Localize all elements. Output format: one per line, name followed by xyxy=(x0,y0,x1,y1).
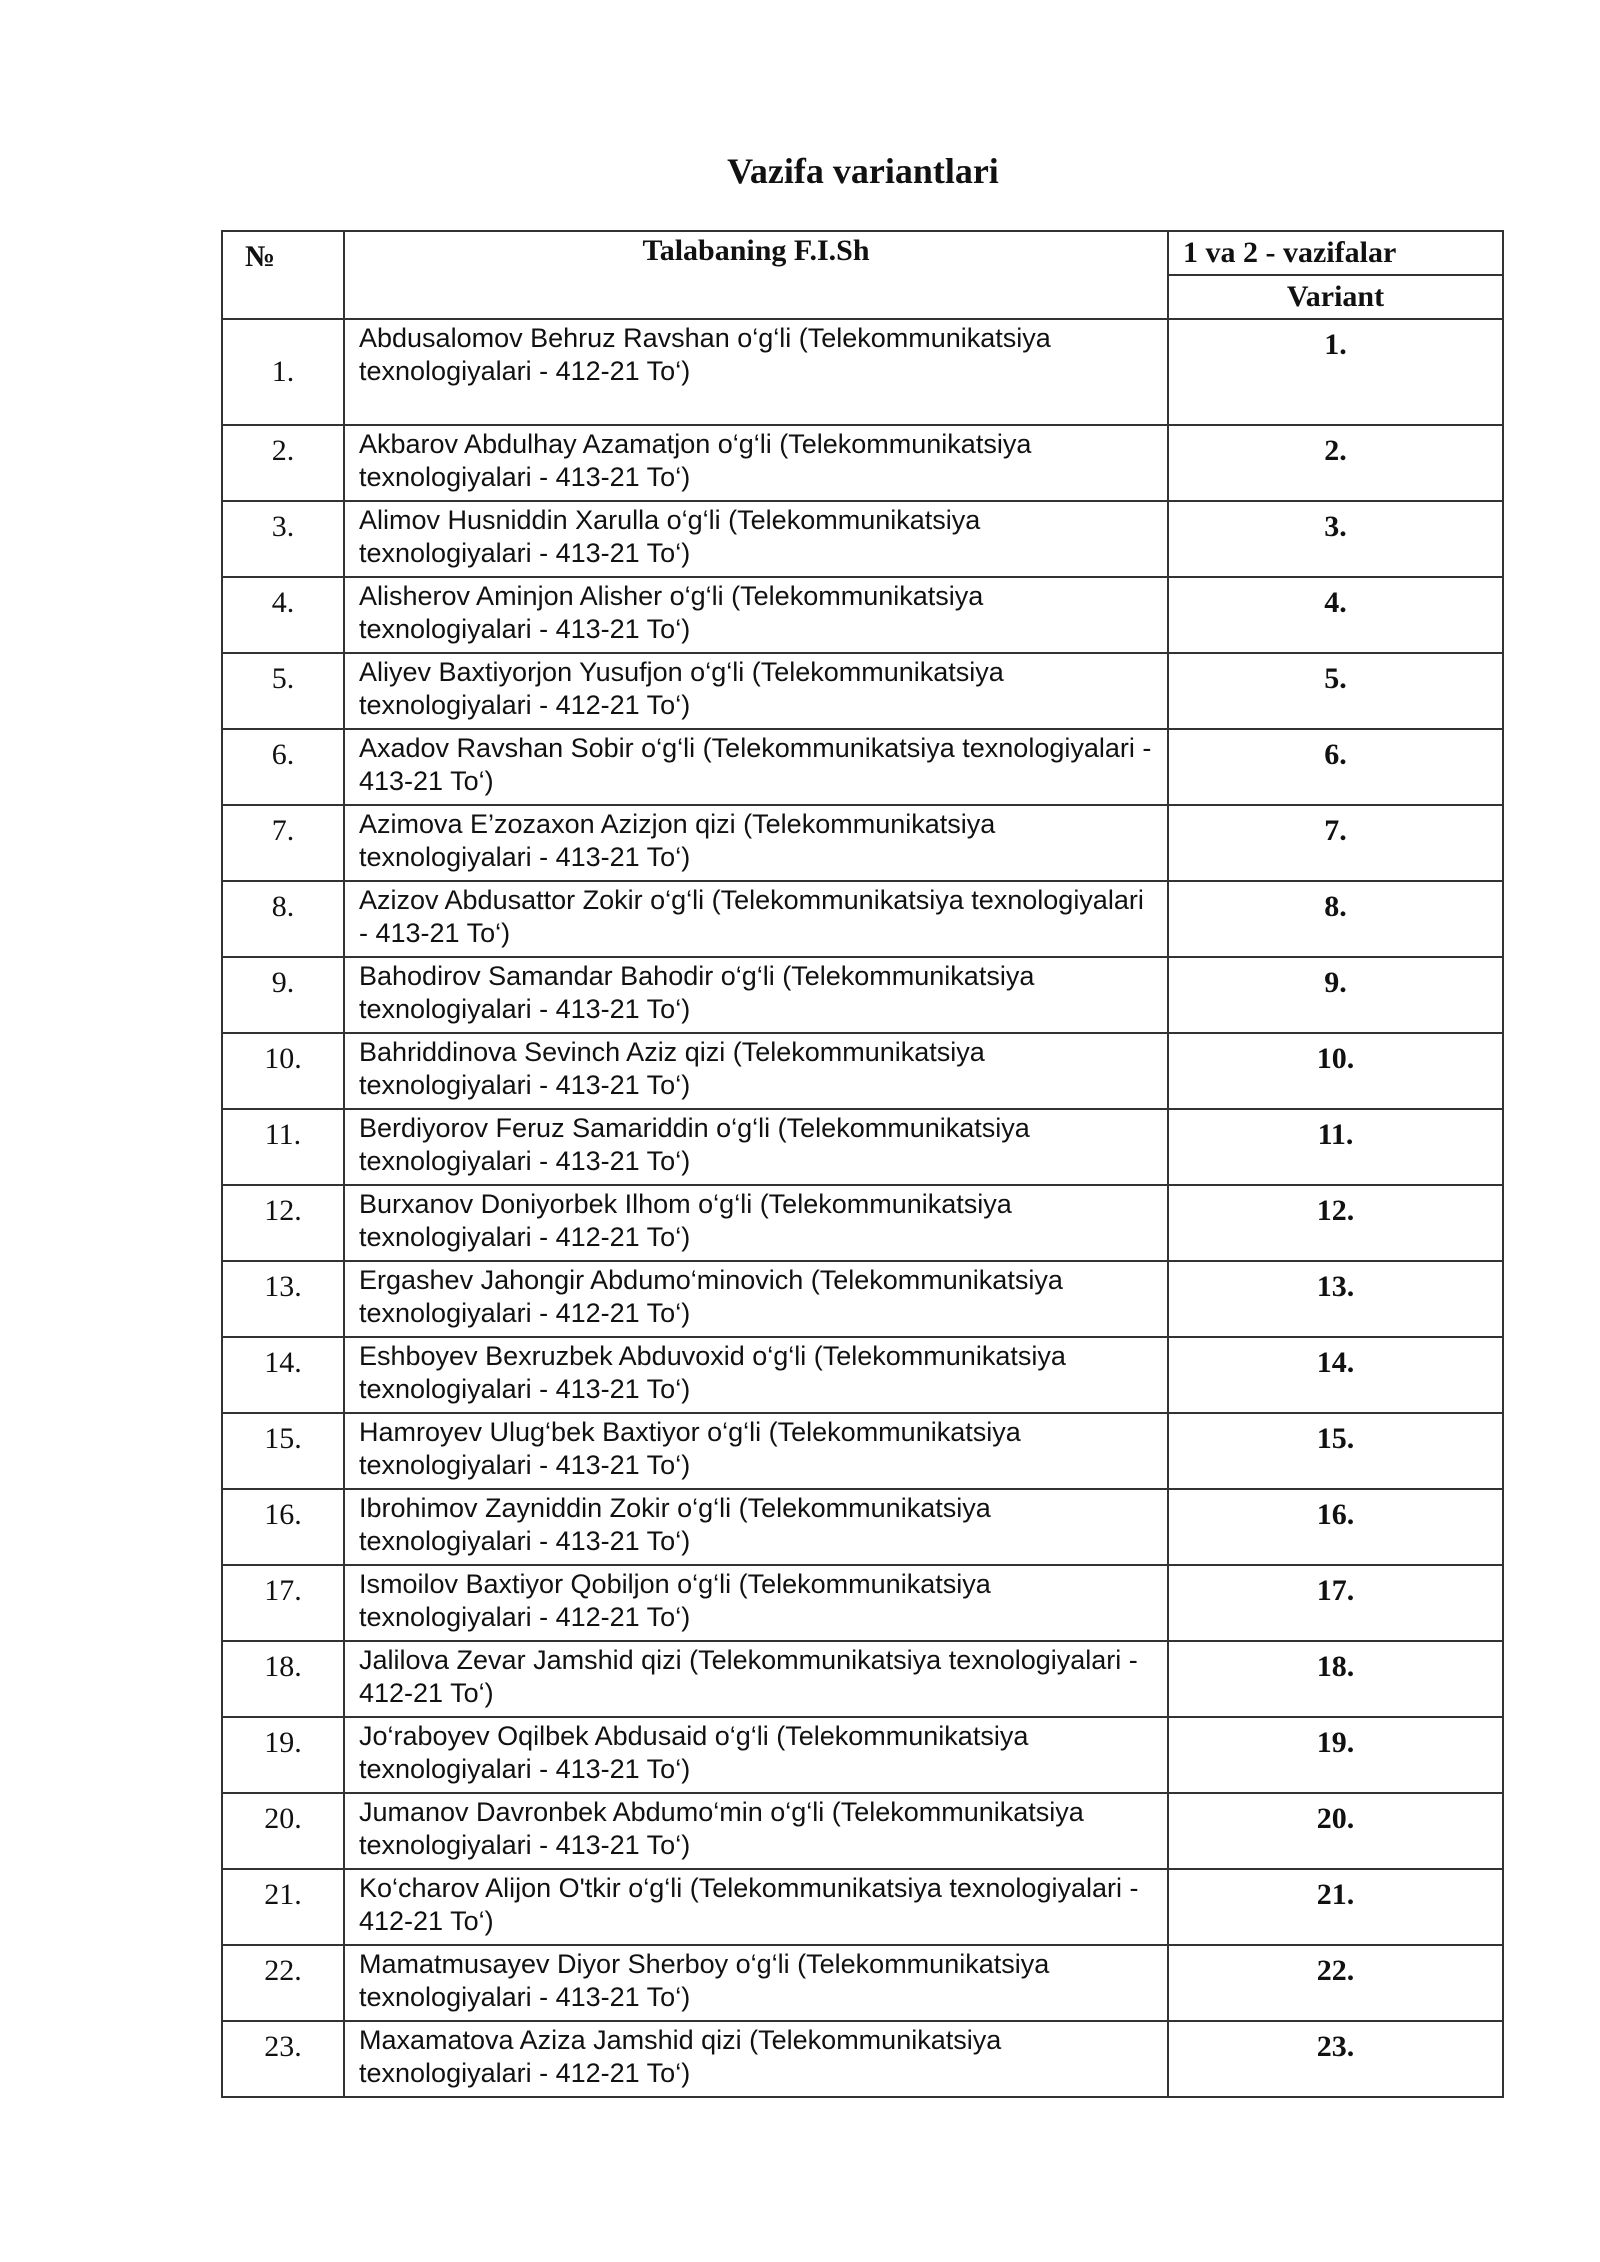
variant-number: 5. xyxy=(1168,653,1503,729)
variant-number: 14. xyxy=(1168,1337,1503,1413)
variants-table xyxy=(221,230,1504,2098)
student-name: Mamatmusayev Diyor Sherboy o‘g‘li (Telekommunikatsiya texnologiyalari - 413-21 To‘) xyxy=(344,1945,1168,2021)
row-number: 4. xyxy=(222,577,344,653)
variant-number: 8. xyxy=(1168,881,1503,957)
student-name: Ibrohimov Zayniddin Zokir o‘g‘li (Telekommunikatsiya texnologiyalari - 413-21 To‘) xyxy=(344,1489,1168,1565)
variant-number: 18. xyxy=(1168,1641,1503,1717)
row-number: 8. xyxy=(222,881,344,957)
table-row xyxy=(222,805,1503,881)
table-row xyxy=(222,577,1503,653)
row-number: 9. xyxy=(222,957,344,1033)
variant-number: 9. xyxy=(1168,957,1503,1033)
row-number: 21. xyxy=(222,1869,344,1945)
variant-number: 19. xyxy=(1168,1717,1503,1793)
student-name: Aliyev Baxtiyorjon Yusufjon o‘g‘li (Telekommunikatsiya texnologiyalari - 412-21 To‘) xyxy=(344,653,1168,729)
student-name: Jo‘raboyev Oqilbek Abdusaid o‘g‘li (Telekommunikatsiya texnologiyalari - 413-21 To‘) xyxy=(344,1717,1168,1793)
table-row xyxy=(222,729,1503,805)
row-number: 13. xyxy=(222,1261,344,1337)
table-row xyxy=(222,1641,1503,1717)
student-name: Alimov Husniddin Xarulla o‘g‘li (Telekommunikatsiya texnologiyalari - 413-21 To‘) xyxy=(344,501,1168,577)
student-name: Ergashev Jahongir Abdumo‘minovich (Telekommunikatsiya texnologiyalari - 412-21 To‘) xyxy=(344,1261,1168,1337)
table-row xyxy=(222,957,1503,1033)
student-name: Akbarov Abdulhay Azamatjon o‘g‘li (Telekommunikatsiya texnologiyalari - 413-21 To‘) xyxy=(344,425,1168,501)
variant-number: 15. xyxy=(1168,1413,1503,1489)
row-number: 17. xyxy=(222,1565,344,1641)
row-number: 6. xyxy=(222,729,344,805)
row-number: 23. xyxy=(222,2021,344,2097)
table-row xyxy=(222,2021,1503,2097)
table-row xyxy=(222,1565,1503,1641)
variant-number: 10. xyxy=(1168,1033,1503,1109)
variant-number: 21. xyxy=(1168,1869,1503,1945)
row-number: 22. xyxy=(222,1945,344,2021)
variant-number: 11. xyxy=(1168,1109,1503,1185)
row-number: 2. xyxy=(222,425,344,501)
table-row xyxy=(222,1489,1503,1565)
row-number: 5. xyxy=(222,653,344,729)
table-row xyxy=(222,1109,1503,1185)
student-name: Alisherov Aminjon Alisher o‘g‘li (Telekommunikatsiya texnologiyalari - 413-21 To‘) xyxy=(344,577,1168,653)
variant-number: 17. xyxy=(1168,1565,1503,1641)
student-name: Axadov Ravshan Sobir o‘g‘li (Telekommunikatsiya texnologiyalari - 413-21 To‘) xyxy=(344,729,1168,805)
table-row xyxy=(222,319,1503,425)
student-name: Bahodirov Samandar Bahodir o‘g‘li (Telekommunikatsiya texnologiyalari - 413-21 To‘) xyxy=(344,957,1168,1033)
variant-number: 2. xyxy=(1168,425,1503,501)
row-number: 15. xyxy=(222,1413,344,1489)
table-row xyxy=(222,1793,1503,1869)
variant-number: 3. xyxy=(1168,501,1503,577)
table-row xyxy=(222,1717,1503,1793)
variant-number: 1. xyxy=(1168,319,1503,425)
row-number: 11. xyxy=(222,1109,344,1185)
row-number: 20. xyxy=(222,1793,344,1869)
row-number: 19. xyxy=(222,1717,344,1793)
variant-number: 22. xyxy=(1168,1945,1503,2021)
table-row xyxy=(222,1185,1503,1261)
row-number: 12. xyxy=(222,1185,344,1261)
row-number: 16. xyxy=(222,1489,344,1565)
variant-number: 6. xyxy=(1168,729,1503,805)
student-name: Eshboyev Bexruzbek Abduvoxid o‘g‘li (Telekommunikatsiya texnologiyalari - 413-21 To‘) xyxy=(344,1337,1168,1413)
page-title: Vazifa variantlari xyxy=(727,151,999,191)
variant-number: 7. xyxy=(1168,805,1503,881)
table-row xyxy=(222,1945,1503,2021)
student-name: Hamroyev Ulug‘bek Baxtiyor o‘g‘li (Telekommunikatsiya texnologiyalari - 413-21 To‘) xyxy=(344,1413,1168,1489)
row-number: 1. xyxy=(222,319,344,425)
student-name: Maxamatova Aziza Jamshid qizi (Telekommunikatsiya texnologiyalari - 412-21 To‘) xyxy=(344,2021,1168,2097)
row-number: 18. xyxy=(222,1641,344,1717)
number-column-header: № xyxy=(222,231,344,319)
table-row xyxy=(222,1337,1503,1413)
student-name: Azimova E’zozaxon Azizjon qizi (Telekommunikatsiya texnologiyalari - 413-21 To‘) xyxy=(344,805,1168,881)
table-row xyxy=(222,653,1503,729)
student-name: Ko‘charov Alijon O'tkir o‘g‘li (Telekommunikatsiya texnologiyalari - 412-21 To‘) xyxy=(344,1869,1168,1945)
table-row xyxy=(222,881,1503,957)
variant-number: 12. xyxy=(1168,1185,1503,1261)
student-name: Burxanov Doniyorbek Ilhom o‘g‘li (Telekommunikatsiya texnologiyalari - 412-21 To‘) xyxy=(344,1185,1168,1261)
tasks-column-header: 1 va 2 - vazifalar xyxy=(1168,231,1503,275)
row-number: 10. xyxy=(222,1033,344,1109)
table-row xyxy=(222,1869,1503,1945)
variant-column-header: Variant xyxy=(1168,275,1503,319)
table-row xyxy=(222,1261,1503,1337)
table-row xyxy=(222,501,1503,577)
table-header-row xyxy=(222,231,1503,275)
table-row xyxy=(222,1033,1503,1109)
variants-table-body xyxy=(222,231,1503,2097)
student-name: Abdusalomov Behruz Ravshan o‘g‘li (Telekommunikatsiya texnologiyalari - 412-21 To‘) xyxy=(344,319,1168,425)
variant-number: 20. xyxy=(1168,1793,1503,1869)
variants-table-container xyxy=(221,230,1502,2098)
variant-number: 16. xyxy=(1168,1489,1503,1565)
student-name: Jalilova Zevar Jamshid qizi (Telekommunikatsiya texnologiyalari - 412-21 To‘) xyxy=(344,1641,1168,1717)
variant-number: 23. xyxy=(1168,2021,1503,2097)
variant-number: 4. xyxy=(1168,577,1503,653)
table-row xyxy=(222,425,1503,501)
row-number: 14. xyxy=(222,1337,344,1413)
student-name: Jumanov Davronbek Abdumo‘min o‘g‘li (Telekommunikatsiya texnologiyalari - 413-21 To‘) xyxy=(344,1793,1168,1869)
row-number: 3. xyxy=(222,501,344,577)
student-name: Ismoilov Baxtiyor Qobiljon o‘g‘li (Telekommunikatsiya texnologiyalari - 412-21 To‘) xyxy=(344,1565,1168,1641)
student-name: Berdiyorov Feruz Samariddin o‘g‘li (Telekommunikatsiya texnologiyalari - 413-21 To‘) xyxy=(344,1109,1168,1185)
table-row xyxy=(222,1413,1503,1489)
row-number: 7. xyxy=(222,805,344,881)
student-name: Bahriddinova Sevinch Aziz qizi (Telekommunikatsiya texnologiyalari - 413-21 To‘) xyxy=(344,1033,1168,1109)
variant-number: 13. xyxy=(1168,1261,1503,1337)
student-name: Azizov Abdusattor Zokir o‘g‘li (Telekommunikatsiya texnologiyalari - 413-21 To‘) xyxy=(344,881,1168,957)
student-name-column-header: Talabaning F.I.Sh xyxy=(344,231,1168,319)
